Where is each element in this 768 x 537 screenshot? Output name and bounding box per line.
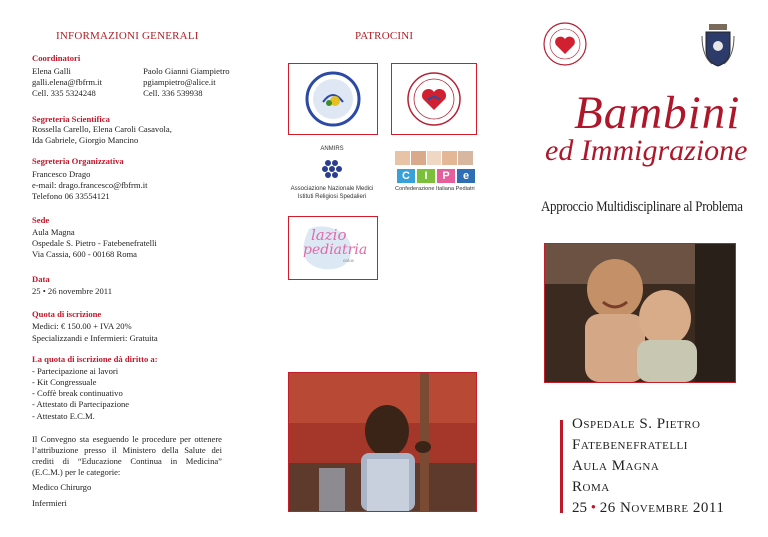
top-crest-logo: [700, 22, 736, 68]
crest-icon: [700, 22, 736, 68]
venue-hospital: Ospedale S. Pietro: [572, 416, 701, 432]
segreteria-organizzativa-title: Segreteria Organizzativa: [32, 156, 124, 167]
sede-line: Via Cassia, 600 - 00168 Roma: [32, 249, 137, 260]
segreteria-scientifica-text: [32, 124, 262, 146]
event-date: 25 • 26 novembre 2011: [32, 286, 113, 297]
coordinatori-block: [32, 66, 262, 100]
logo-box-2: [391, 63, 477, 135]
subtitle: Approccio Multidisciplinare al Problema: [541, 199, 743, 215]
anmirs-name-1: Associazione Nazionale Medici: [290, 186, 374, 192]
top-heart-logo: [541, 20, 589, 68]
cipe-letter: e: [457, 169, 475, 183]
segreteria-scientifica-title: Segreteria Scientifica: [32, 113, 110, 124]
sede-line: Ospedale S. Pietro - Fatebenefratelli: [32, 237, 157, 248]
organizer-name: Francesco Drago: [32, 169, 91, 180]
segreteria-organizzativa-text: [32, 169, 262, 203]
date-day-2-month-year: 26 Novembre 2011: [599, 500, 725, 516]
list-item: - Partecipazione ai lavori: [32, 365, 119, 376]
lazio-word: lazio: [311, 226, 347, 244]
child-photo-image: [289, 373, 476, 511]
section-header-patrocini: PATROCINI: [355, 30, 414, 42]
venue-date: [572, 498, 724, 519]
diritto-title: La quota di iscrizione dà diritto a:: [32, 353, 158, 364]
date-separator: •: [590, 500, 597, 516]
anmirs-name-2: Istituti Religiosi Spedalieri: [297, 194, 367, 200]
title-bambini: Bambini: [574, 87, 741, 139]
logo-box-1: [288, 63, 378, 135]
quota-line: Specializzandi e Infermieri: Gratuita: [32, 332, 158, 343]
organizer-phone: Telefono 06 33554121: [32, 191, 110, 202]
anmirs-logo-box: [288, 140, 376, 211]
cipe-photos: [395, 151, 473, 165]
venue-fatebenefratelli: Fatebenefratelli: [572, 437, 688, 453]
cipe-logo-box: [391, 143, 477, 209]
lazio-onlus: onlus: [343, 259, 354, 264]
diritto-list: [32, 366, 262, 422]
coordinator-2-email: pgiampietro@alice.it: [143, 77, 216, 88]
anmirs-acronym: ANMIRS: [320, 146, 344, 152]
coordinator-2-name: Paolo Gianni Giampietro: [143, 66, 230, 76]
segreteria-scientifica-line: Ida Gabriele, Giorgio Mancino: [32, 134, 139, 145]
coordinator-1-email: galli.elena@fbfrm.it: [32, 77, 102, 88]
segreteria-scientifica-line: Rossella Carello, Elena Caroli Casavola,: [32, 123, 172, 134]
venue-accent-bar: [560, 420, 563, 513]
sponsor-circle-logo: [289, 64, 377, 134]
list-item: - Kit Congressuale: [32, 377, 97, 388]
date-day-1: 25: [572, 500, 587, 516]
anmirs-icon: [288, 155, 376, 185]
heart-seal-icon: [541, 20, 589, 68]
quota-line: Medici: € 150.00 + IVA 20%: [32, 321, 132, 332]
photo-child-pole: [288, 372, 477, 512]
heart-circle-logo: [392, 64, 476, 134]
quota-text: [32, 321, 262, 343]
venue-block: [572, 414, 724, 519]
title-immigrazione: ed Immigrazione: [545, 134, 748, 167]
cipe-letters: [397, 169, 475, 183]
venue-city: Roma: [572, 479, 610, 495]
general-info-column: [32, 44, 262, 509]
quota-title: Quota di iscrizione: [32, 309, 102, 320]
coordinatori-title: Coordinatori: [32, 53, 81, 63]
sede-line: Aula Magna: [32, 226, 75, 237]
list-item: - Coffè break continuativo: [32, 388, 123, 399]
organizer-email: e-mail: drago.francesco@fbfrm.it: [32, 180, 148, 191]
category-medico: Medico Chirurgo: [32, 481, 92, 492]
section-header-general-info: INFORMAZIONI GENERALI: [56, 30, 199, 42]
category-infermieri: Infermieri: [32, 498, 67, 509]
coordinator-2: [143, 66, 262, 100]
cipe-letter: C: [397, 169, 415, 183]
coordinator-1-phone: Cell. 335 5324248: [32, 88, 96, 99]
data-title: Data: [32, 274, 50, 285]
list-item: - Attestato di Partecipazione: [32, 399, 130, 410]
cipe-letter: P: [437, 169, 455, 183]
sede-text: [32, 227, 262, 261]
list-item: - Attestato E.C.M.: [32, 410, 95, 421]
pediatria-word: pediatria: [303, 242, 368, 258]
coordinator-1-name: Elena Galli: [32, 66, 71, 76]
coordinator-1: [32, 66, 127, 100]
photo-two-babies: [544, 243, 736, 383]
cipe-letter: I: [417, 169, 435, 183]
ecm-paragraph: Il Convegno sta eseguendo le procedure per ottenere l’attribuzione presso il Ministero della Salute dei crediti di “Educazione Continua in Medicina” (E.C.M.) per le categorie:: [32, 433, 222, 477]
sede-title: Sede: [32, 214, 50, 225]
venue-aula-magna: Aula Magna: [572, 458, 660, 474]
babies-photo-image: [545, 244, 735, 382]
cipe-name: Confederazione Italiana Pediatri: [395, 186, 475, 192]
coordinator-2-phone: Cell. 336 539938: [143, 88, 203, 99]
lazio-pediatria-logo-box: [288, 216, 378, 280]
